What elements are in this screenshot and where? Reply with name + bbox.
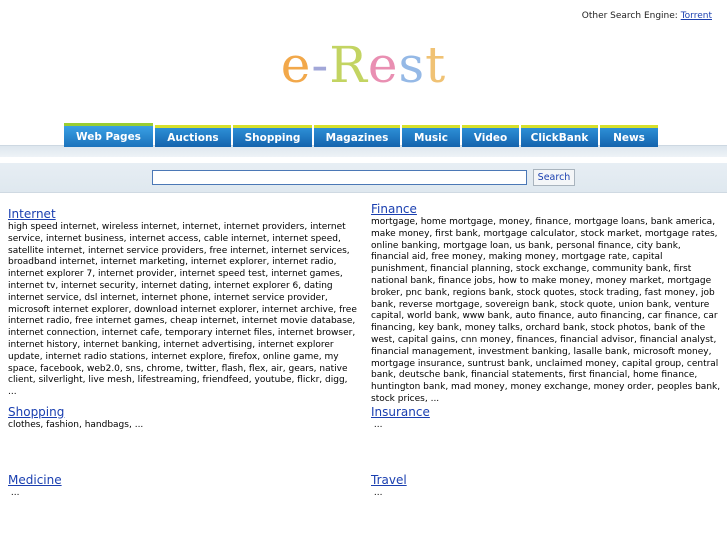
more-link[interactable]: ... [134, 420, 144, 430]
keyword-link[interactable]: sns [125, 363, 141, 374]
keyword-link[interactable]: capital punishment [371, 252, 663, 275]
keyword-link[interactable]: my space [8, 351, 339, 374]
keyword-link[interactable]: microsoft internet explorer [8, 304, 129, 315]
keyword-link[interactable]: money market [595, 275, 662, 286]
keyword-link[interactable]: internet radio stations [45, 351, 146, 362]
keyword-link[interactable]: internet archive [261, 304, 334, 315]
keyword-link[interactable]: capital group [621, 358, 682, 369]
keyword-link[interactable]: internet explore [151, 351, 224, 362]
keyword-link[interactable]: cable internet [203, 233, 267, 244]
keyword-link[interactable]: auto finance [515, 311, 572, 322]
category-title[interactable]: Travel [371, 473, 407, 487]
keyword-link[interactable]: city bank [636, 240, 678, 251]
category-medicine [8, 473, 358, 500]
keyword-link[interactable]: deutsche bank [398, 370, 466, 381]
keyword-link[interactable]: money talks [464, 323, 520, 334]
keyword-link[interactable]: mortgage loans [574, 217, 645, 227]
keyword-link[interactable]: financial advisor [560, 334, 634, 345]
keyword-link[interactable]: internet movie database [241, 316, 353, 327]
keyword-link[interactable]: internet business [45, 233, 124, 244]
keyword-link[interactable]: internet phone [141, 292, 209, 303]
keyword-link[interactable]: internet history [8, 339, 78, 350]
keyword-link[interactable]: flash [221, 363, 244, 374]
keyword-link[interactable]: internet speed [272, 233, 338, 244]
keyword-link[interactable]: mortgage rate [561, 252, 627, 263]
site-logo[interactable] [0, 36, 727, 94]
keyword-link[interactable]: financial analyst [639, 334, 714, 345]
keyword-link[interactable]: facebook [40, 363, 82, 374]
keyword-link[interactable]: job bank [371, 287, 715, 310]
category-keywords [371, 488, 721, 500]
keyword-link[interactable]: bank america [650, 217, 713, 227]
keyword-link[interactable]: suntrust bank [467, 358, 530, 369]
keyword-link[interactable]: stock prices [371, 393, 425, 404]
keyword-link[interactable]: money exchange [510, 382, 588, 393]
keyword-link[interactable]: mortgage loan [443, 240, 510, 251]
keyword-link[interactable]: internet speed test [179, 269, 266, 280]
keyword-link[interactable]: youtube [254, 375, 292, 386]
tab-clickbank[interactable]: ClickBank [521, 125, 598, 147]
keyword-link[interactable]: finances [516, 334, 555, 345]
search-input[interactable] [152, 170, 527, 185]
category-title[interactable]: Shopping [8, 405, 65, 419]
torrent-link[interactable]: Torrent [680, 11, 712, 21]
tab-web-pages[interactable]: Web Pages [64, 123, 153, 147]
keyword-link[interactable]: internet radio [272, 257, 334, 268]
keyword-link[interactable]: union bank [618, 299, 669, 310]
keyword-link[interactable]: digg [325, 375, 345, 386]
keyword-link[interactable]: first financial [568, 370, 628, 381]
keyword-link[interactable]: orchard bank [525, 323, 586, 334]
more-link[interactable]: ... [8, 387, 17, 398]
keyword-link[interactable]: chrome [146, 363, 181, 374]
keyword-link[interactable]: us bank [514, 240, 551, 251]
keyword-link[interactable]: stock market [580, 228, 640, 239]
category-keywords: clothes, fashion, handbags, ... [8, 420, 144, 430]
keyword-link[interactable]: making money [488, 252, 556, 263]
keyword-link[interactable]: flickr [297, 375, 320, 386]
more-link[interactable]: ... [430, 393, 440, 404]
keyword-link[interactable]: community bank [592, 264, 668, 275]
keyword-link[interactable]: internet cafe [101, 328, 160, 339]
keyword-link[interactable]: satellite internet [8, 245, 83, 256]
keyword-link[interactable]: mortgage broker [371, 275, 712, 298]
tab-auctions[interactable]: Auctions [155, 125, 231, 147]
category-title[interactable]: Internet [8, 207, 56, 221]
keyword-link[interactable]: silverlight [38, 375, 83, 386]
keyword-link[interactable]: firefox [228, 351, 258, 362]
logo-char: - [311, 36, 330, 94]
keyword-link[interactable]: stock exchange [516, 264, 587, 275]
more-link[interactable]: ... [10, 488, 20, 498]
keyword-link[interactable]: financial aid [371, 252, 426, 263]
tab-music[interactable]: Music [402, 125, 460, 147]
keyword-link[interactable]: mortgage insurance [371, 358, 462, 369]
keyword-link[interactable]: mortgage [371, 217, 415, 227]
keyword-link[interactable]: lifestreaming [137, 375, 197, 386]
keyword-link[interactable]: dsl internet [84, 292, 136, 303]
keyword-link[interactable]: internet connection [8, 328, 97, 339]
tab-magazines[interactable]: Magazines [314, 125, 400, 147]
keyword-link[interactable]: online banking [371, 240, 438, 251]
keyword-link[interactable]: key bank [418, 323, 459, 334]
keyword-link[interactable]: native client [8, 363, 348, 386]
category-keywords: mortgage, home mortgage, money, finance, mortgage loans, bank america, make money, first bank, mortgage calculator, stock market, mortgage rates, online banking, mortgage loan, us bank, personal finance, city bank, financial aid, free money, making money, mortgage rate, capital punishment, financial planning, stock exchange, community bank, first national bank, finance jobs, how to make money, money market, mortgage broker, pnc bank, regions bank, stock quotes, stock trading, fast money, job bank, reverse mortgage, sovereign bank, stock quote, union bank, venture capital, world bank, www bank, auto finance, auto financing, car finance, car financing, key bank, money talks, orchard bank, stock photos, bank of the west, capital gains, cnn money, finances, financial advisor, financial analyst, financial management, investment banking, lasalle bank, microsoft money, mortgage insurance, suntrust bank, unclaimed money, capital group, central bank, deutsche bank, financial statements, first financial, home finance, huntington bank, mad money, money exchange, money order, peoples bank, stock prices, ... [371, 217, 721, 404]
category-travel [371, 473, 721, 500]
tab-shopping[interactable]: Shopping [233, 125, 312, 147]
keyword-link[interactable]: wireless internet [101, 222, 177, 232]
keyword-link[interactable]: mortgage rates [644, 228, 715, 239]
keyword-link[interactable]: internet explorer 6 [214, 280, 299, 291]
keyword-link[interactable]: cheap internet [170, 316, 237, 327]
keyword-link[interactable]: internet access [129, 233, 199, 244]
keyword-link[interactable]: gears [288, 363, 314, 374]
keyword-link[interactable]: internet providers [223, 222, 305, 232]
keyword-link[interactable]: internet service provider [213, 292, 325, 303]
category-title[interactable]: Medicine [8, 473, 62, 487]
keyword-link[interactable]: home finance [632, 370, 695, 381]
keyword-link[interactable]: internet explorer [190, 257, 267, 268]
keyword-link[interactable]: world bank [406, 311, 457, 322]
keyword-link[interactable]: dating internet service [8, 280, 333, 303]
keyword-link[interactable]: how to make money [498, 275, 591, 286]
category-keywords [371, 420, 721, 432]
logo-char: s [398, 36, 426, 94]
keyword-link[interactable]: pnc bank [405, 287, 447, 298]
keyword-link[interactable]: finance jobs [438, 275, 493, 286]
category-title[interactable]: Finance [371, 202, 417, 216]
keyword-link[interactable]: fast money [644, 287, 696, 298]
keyword-link[interactable]: internet banking [83, 339, 158, 350]
keyword-link[interactable]: finance [535, 217, 569, 227]
keyword-link[interactable]: flex [248, 363, 266, 374]
keyword-link[interactable]: make money [371, 228, 430, 239]
keyword-link[interactable]: internet dating [141, 280, 209, 291]
search-button[interactable]: Search [533, 169, 575, 186]
keyword-link[interactable]: money order [593, 382, 652, 393]
category-keywords: high speed internet, wireless internet, internet, internet providers, internet service, internet business, internet access, cable internet, internet speed, satellite internet, internet service providers, free internet, internet services, broadband internet, internet marketing, internet explorer, internet radio, internet explorer 7, internet provider, internet speed test, internet games, internet tv, internet security, internet dating, internet explorer 6, dating internet service, dsl internet, internet phone, internet service provider, microsoft internet explorer, download internet explorer, internet archive, free internet radio, free internet games, cheap internet, internet movie database, internet connection, internet cafe, temporary internet files, internet browser, internet history, internet banking, internet advertising, internet explorer update, internet radio stations, internet explore, firefox, online game, my space, facebook, web2.0, sns, chrome, twitter, flash, flex, air, gears, native client, silverlight, live mesh, lifestreaming, friendfeed, youtube, flickr, digg, ... [8, 222, 357, 398]
tab-video[interactable]: Video [462, 125, 519, 147]
keyword-link[interactable]: internet advertising [163, 339, 253, 350]
keyword-link[interactable]: air [271, 363, 283, 374]
keyword-link[interactable]: www bank [462, 311, 510, 322]
keyword-link[interactable]: handbags [84, 420, 129, 430]
keyword-link[interactable]: microsoft money [632, 346, 709, 357]
more-link[interactable]: ... [373, 488, 383, 498]
keyword-link[interactable]: peoples bank [657, 382, 718, 393]
keyword-link[interactable]: huntington bank [371, 382, 446, 393]
keyword-link[interactable]: free internet [209, 245, 266, 256]
tab-news[interactable]: News [600, 125, 658, 147]
keyword-link[interactable]: web2.0 [86, 363, 120, 374]
keyword-link[interactable]: car financing [371, 311, 718, 334]
search-tabs [64, 125, 658, 147]
keyword-link[interactable]: first national bank [371, 264, 692, 286]
logo-char: t [425, 36, 447, 94]
other-search-label: Other Search Engine: [581, 11, 678, 21]
other-search-engine [582, 11, 712, 21]
keyword-link[interactable]: venture capital [371, 299, 710, 322]
keyword-link[interactable]: internet service providers [88, 245, 204, 256]
keyword-link[interactable]: internet explorer 7 [8, 269, 93, 280]
keyword-link[interactable]: download internet explorer [134, 304, 257, 315]
keyword-link[interactable]: mortgage calculator [483, 228, 575, 239]
keyword-link[interactable]: personal finance [556, 240, 631, 251]
keyword-link[interactable]: fashion [46, 420, 79, 430]
more-link[interactable]: ... [373, 420, 383, 430]
keyword-link[interactable]: bank of the west [371, 323, 706, 345]
keyword-link[interactable]: twitter [186, 363, 216, 374]
keyword-link[interactable]: temporary internet files [165, 328, 273, 339]
category-keywords [8, 488, 358, 500]
keyword-link[interactable]: internet games [271, 269, 340, 280]
keyword-link[interactable]: internet service [8, 222, 346, 244]
keyword-link[interactable]: lasalle bank [573, 346, 628, 357]
keyword-link[interactable]: auto financing [577, 311, 642, 322]
keyword-link[interactable]: central bank [371, 358, 719, 381]
keyword-link[interactable]: car finance [647, 311, 698, 322]
keyword-link[interactable]: clothes [8, 420, 41, 430]
logo-char: e [280, 36, 312, 94]
keyword-link[interactable]: internet tv [8, 280, 56, 291]
keyword-link[interactable]: internet provider [97, 269, 174, 280]
category-finance [371, 202, 721, 406]
logo-char: e [367, 36, 399, 94]
keyword-link[interactable]: free money [431, 252, 483, 263]
keyword-link[interactable]: stock quotes [516, 287, 575, 298]
category-shopping [8, 405, 358, 432]
keyword-link[interactable]: mad money [451, 382, 505, 393]
keyword-link[interactable]: sovereign bank [485, 299, 555, 310]
keyword-link[interactable]: internet explorer update [8, 339, 334, 362]
keyword-link[interactable]: internet [182, 222, 218, 232]
keyword-link[interactable]: free internet radio [8, 304, 357, 327]
keyword-link[interactable]: money [498, 217, 530, 227]
keyword-link[interactable]: stock photos [590, 323, 649, 334]
keyword-link[interactable]: first bank [435, 228, 478, 239]
category-insurance [371, 405, 721, 432]
keyword-link[interactable]: broadband internet [8, 257, 96, 268]
keyword-link[interactable]: financial management [371, 346, 473, 357]
keyword-link[interactable]: capital gains [397, 334, 456, 345]
keyword-link[interactable]: cnn money [460, 334, 511, 345]
keyword-link[interactable]: home mortgage [420, 217, 494, 227]
category-internet [8, 207, 358, 399]
keyword-link[interactable]: unclaimed money [535, 358, 617, 369]
keyword-link[interactable]: stock trading [579, 287, 639, 298]
keyword-link[interactable]: stock quote [560, 299, 613, 310]
keyword-link[interactable]: high speed internet [8, 222, 97, 232]
keyword-link[interactable]: reverse mortgage [398, 299, 480, 310]
keyword-link[interactable]: regions bank [452, 287, 511, 298]
keyword-link[interactable]: online game [262, 351, 319, 362]
keyword-link[interactable]: free internet games [75, 316, 165, 327]
keyword-link[interactable]: internet services [271, 245, 347, 256]
keyword-link[interactable]: financial statements [471, 370, 563, 381]
keyword-link[interactable]: internet marketing [100, 257, 186, 268]
keyword-link[interactable]: internet browser [277, 328, 353, 339]
keyword-link[interactable]: friendfeed [202, 375, 249, 386]
keyword-link[interactable]: investment banking [477, 346, 568, 357]
keyword-link[interactable]: internet security [61, 280, 136, 291]
category-title[interactable]: Insurance [371, 405, 430, 419]
logo-char: R [329, 36, 368, 94]
keyword-link[interactable]: financial planning [430, 264, 511, 275]
keyword-link[interactable]: live mesh [88, 375, 132, 386]
